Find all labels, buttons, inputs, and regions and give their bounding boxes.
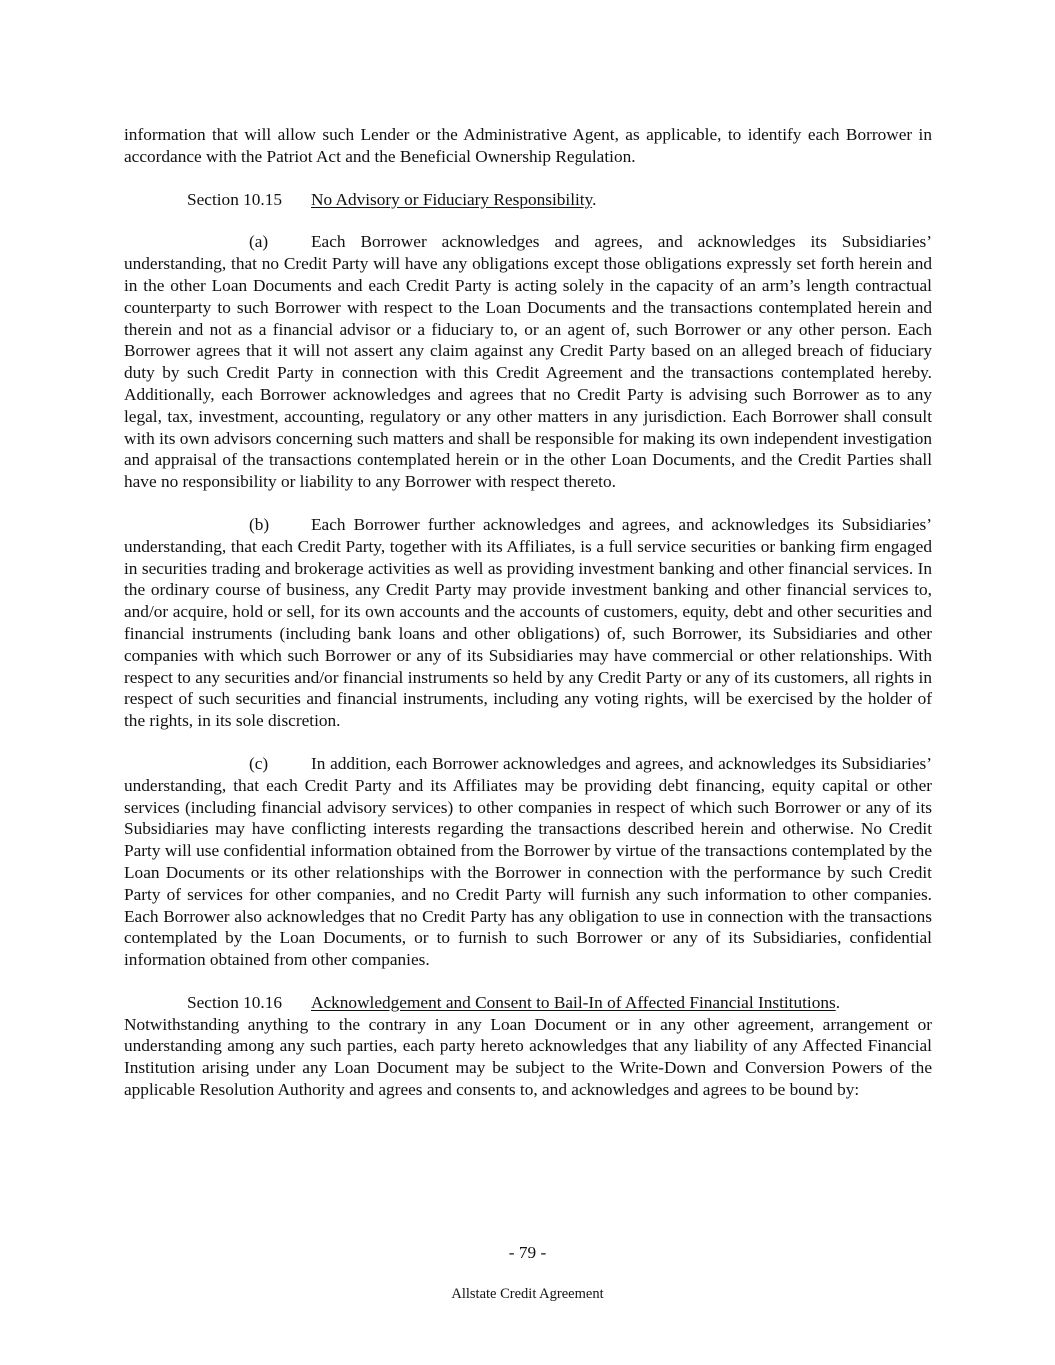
section-title: No Advisory or Fiduciary Responsibility — [311, 189, 593, 209]
paragraph-a — [124, 231, 932, 493]
section-10-16-paragraph: Section 10.16 Acknowledgement and Consent to Bail-In of Affected Financial Institutions. Notwithstanding anything to the contrary in any Loan Document or in any other agreement, arrangement or understanding among any such parties, each party hereto acknowledges that any liability of any Affected Financial Institution arising under any Loan Document may be subject to the Write-Down and Conversion Powers of the applicable Resolution Authority and agrees and consents to, and acknowledges and agrees to be bound by: — [124, 992, 932, 1100]
paragraph-c — [124, 753, 932, 971]
section-text: Notwithstanding anything to the contrary in any Loan Document or in any other agreement, arrangement or understanding among any such parties, each party hereto acknowledges that any liability of any Affected Financial Institution arising under any Loan Document may be subject to the Write-Down and Conversion Powers of the applicable Resolution Authority and agrees and consents to, and acknowledges and agrees to be bound by: — [124, 1014, 932, 1100]
paragraph-text: Each Borrower further acknowledges and agrees, and acknowledges its Subsidiaries’ understanding, that each Credit Party, together with its Affiliates, is a full service securities or banking firm engaged in securities trading and brokerage activities as well as providing investment banking and other financial services. In the ordinary course of business, any Credit Party may provide investment banking and other financial services to, and/or acquire, hold or sell, for its own accounts and the accounts of customers, equity, debt and other securities and financial instruments (including bank loans and other obligations) of, such Borrower, its Subsidiaries and other companies with which such Borrower or any of its Subsidiaries may have commercial or other relationships. With respect to any securities and/or financial instruments so held by any Credit Party or any of its customers, all rights in respect of such securities and financial instruments, including any voting rights, will be exercised by the holder of the rights, in its sole discretion. — [124, 514, 932, 731]
document-page — [124, 124, 932, 1101]
section-title: Acknowledgement and Consent to Bail-In of Affected Financial Institutions — [311, 992, 836, 1012]
paragraph-text: Each Borrower acknowledges and agrees, and acknowledges its Subsidiaries’ understanding, that no Credit Party will have any obligations except those obligations expressly set forth herein and in the other Loan Documents and each Credit Party is acting solely in the capacity of an arm’s length contractual counterparty to such Borrower with respect to the Loan Documents and the transactions contemplated herein and therein and not as a financial advisor or a fiduciary to, or an agent of, such Borrower or any other person. Each Borrower agrees that it will not assert any claim against any Credit Party based on an alleged breach of fiduciary duty by such Credit Party in connection with this Credit Agreement and the transactions contemplated hereby. Additionally, each Borrower acknowledges and agrees that no Credit Party is advising such Borrower as to any legal, tax, investment, accounting, regulatory or any other matters in any jurisdiction. Each Borrower shall consult with its own advisors concerning such matters and shall be responsible for making its own independent investigation and appraisal of the transactions contemplated herein or in the other Loan Documents, and the Credit Parties shall have no responsibility or liability to any Borrower with respect thereto. — [124, 232, 932, 492]
paragraph-marker: (c) — [249, 753, 269, 773]
page-number: - 79 - — [508, 1243, 547, 1262]
section-number: Section 10.15 — [187, 189, 283, 209]
paragraph-b — [124, 514, 932, 732]
document-footer-title: Allstate Credit Agreement — [451, 1286, 604, 1302]
paragraph-marker: (a) — [249, 232, 269, 252]
paragraph-text: In addition, each Borrower acknowledges and agrees, and acknowledges its Subsidiaries’ understanding, that each Credit Party and its Affiliates may be providing debt financing, equity capital or other services (including financial advisory services) to other companies in respect of which such Borrower or any of its Subsidiaries may have conflicting interests regarding the transactions described herein and otherwise. No Credit Party will use confidential information obtained from the Borrower by virtue of the transactions contemplated by the Loan Documents or its other relationships with the Borrower in connection with the performance by such Credit Party of services for other companies, and no Credit Party will furnish any such information to other companies. Each Borrower also acknowledges that no Credit Party has any obligation to use in connection with the transactions contemplated by the Loan Documents, or to furnish to such Borrower or any of its Subsidiaries, confidential information obtained from other companies. — [124, 753, 932, 970]
section-number: Section 10.16 — [187, 992, 283, 1012]
paragraph-marker: (b) — [249, 514, 270, 534]
section-10-15-heading: Section 10.15 No Advisory or Fiduciary Responsibility. — [187, 189, 597, 209]
continuation-paragraph: information that will allow such Lender or the Administrative Agent, as applicable, to identify each Borrower in accordance with the Patriot Act and the Beneficial Ownership Regulation. — [124, 125, 932, 166]
